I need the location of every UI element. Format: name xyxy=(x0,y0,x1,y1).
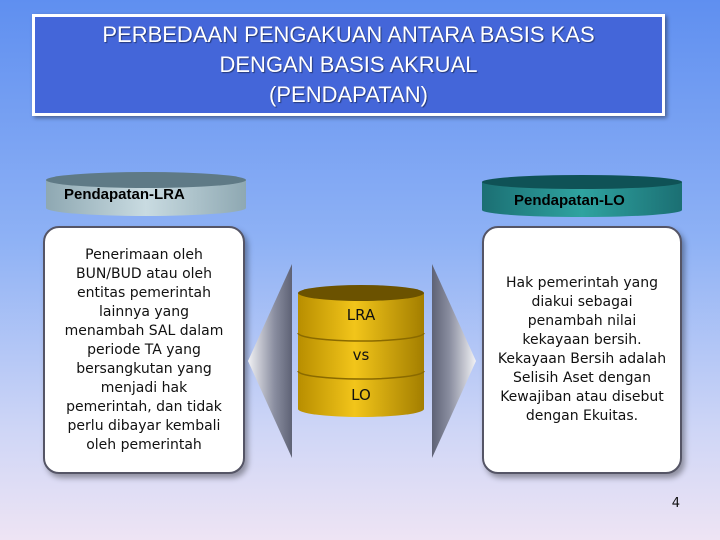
right-description: Hak pemerintah yang diakui sebagai penambah nilai kekayaan bersih. Kekayaan Bersih adalah Selisih Aset dengan Kewajiban atau disebut dengan Ekuitas. xyxy=(497,275,667,424)
right-description-panel xyxy=(482,226,682,474)
center-label-lra: LRA xyxy=(346,306,376,324)
left-description-panel xyxy=(43,226,245,474)
slide-title-box xyxy=(32,14,665,116)
center-label-vs: vs xyxy=(352,346,370,364)
left-description: Penerimaan oleh BUN/BUD atau oleh entitas pemerintah lainnya yang menambah SAL dalam periode TA yang bersangkutan yang menjadi hak pemerintah, dan tidak perlu dibayar kembali oleh pemerintah xyxy=(64,246,224,453)
left-arrow-icon xyxy=(248,264,292,458)
slide-title: PERBEDAAN PENGAKUAN ANTARA BASIS KAS DENGAN BASIS AKRUAL (PENDAPATAN) xyxy=(102,22,595,107)
center-label-lo: LO xyxy=(351,386,371,404)
left-heading: Pendapatan-LRA xyxy=(64,186,185,203)
right-heading: Pendapatan-LO xyxy=(514,192,625,209)
right-arrow-icon xyxy=(432,264,476,458)
page-number: 4 xyxy=(671,496,680,511)
